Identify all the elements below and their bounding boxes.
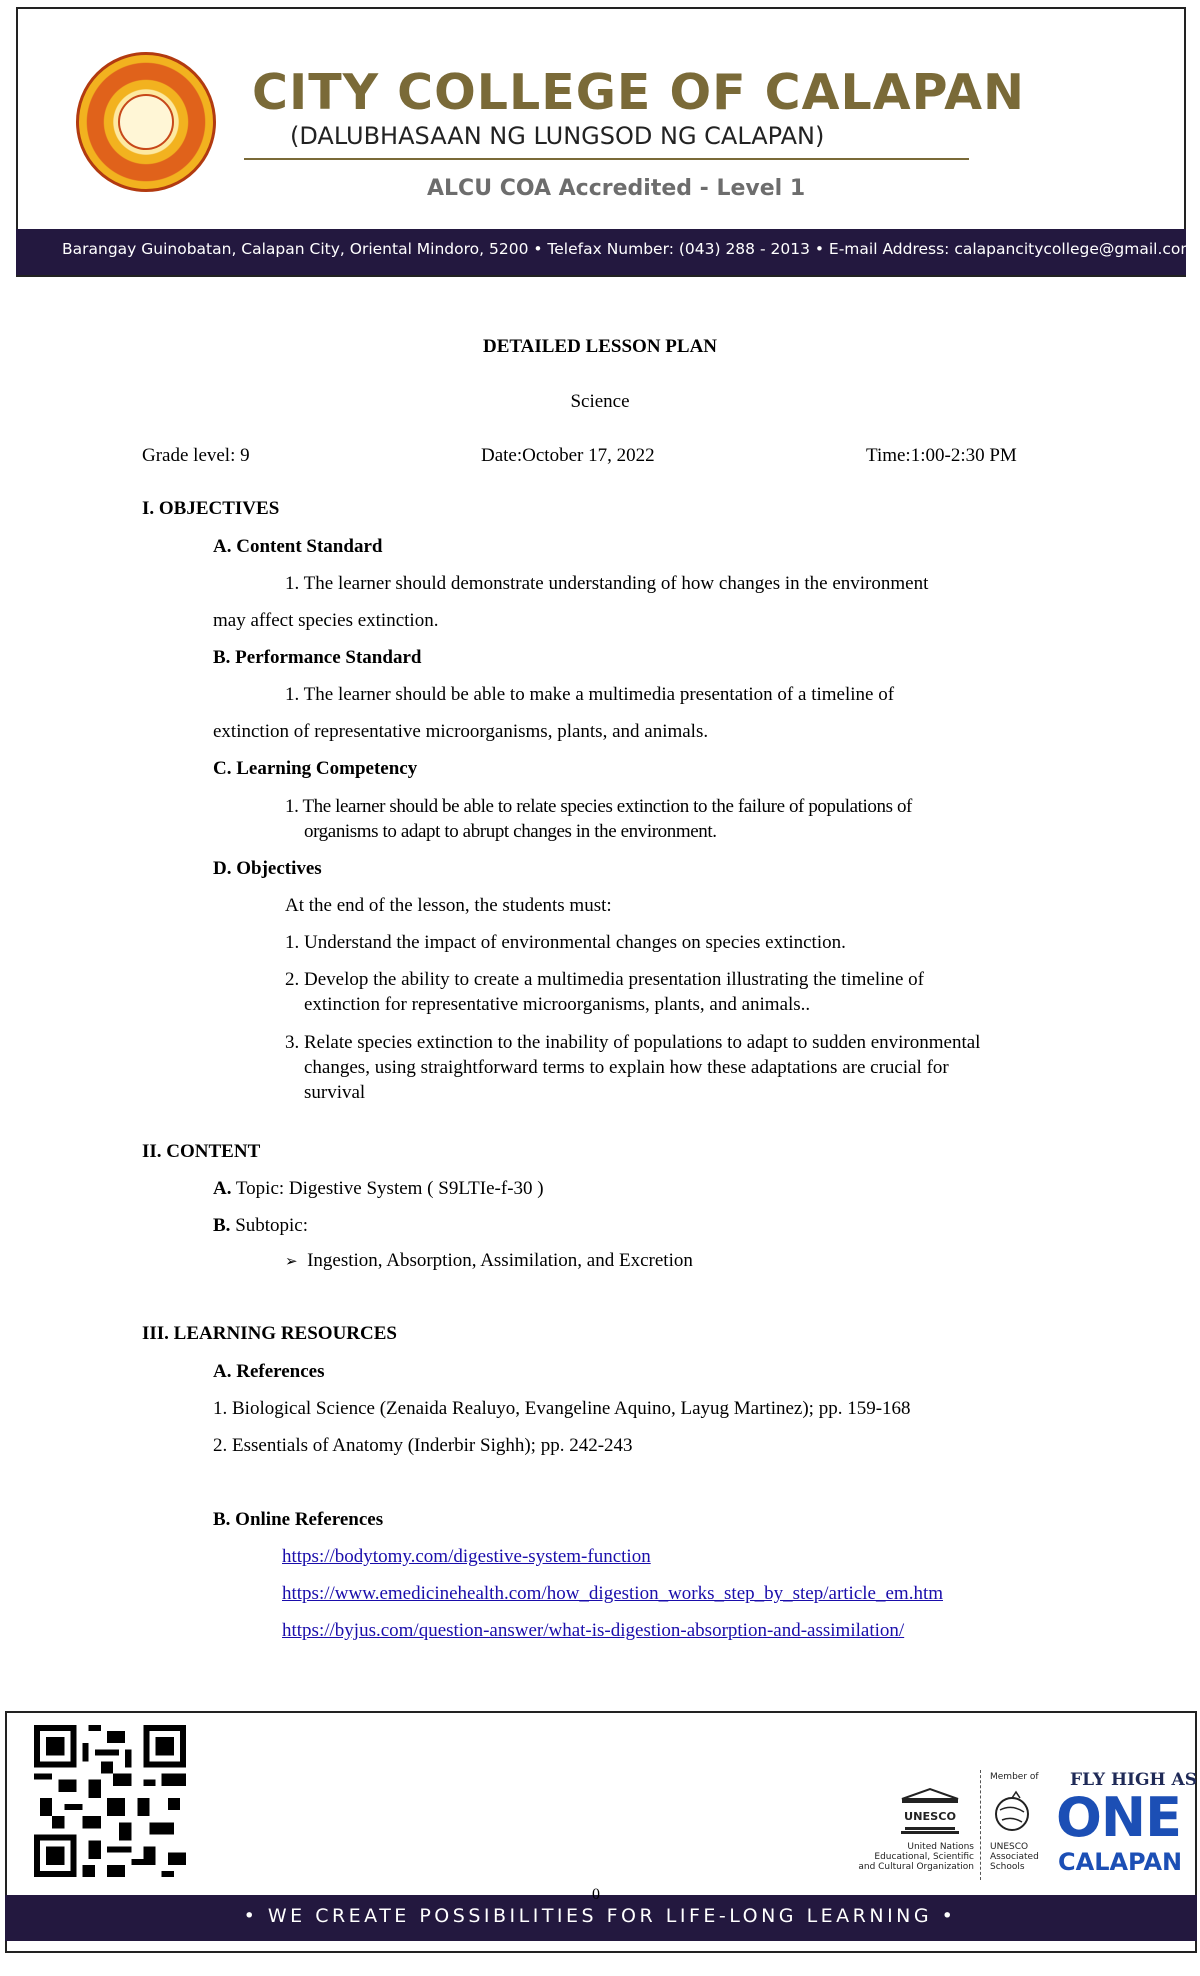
one-calapan-logo: ONE <box>1056 1786 1181 1849</box>
fly-high-text: FLY HIGH AS <box>1070 1770 1197 1790</box>
subtopic-line <box>213 1214 308 1237</box>
qr-code-icon <box>34 1725 186 1877</box>
references-heading: A. References <box>213 1361 325 1382</box>
performance-standard-line: extinction of representative microorganisms, plants, and animals. <box>213 721 709 742</box>
online-reference-link[interactable]: https://bodytomy.com/digestive-system-function <box>282 1546 651 1567</box>
performance-standard-line: 1. The learner should be able to make a multimedia presentation of a timeline of <box>285 684 895 705</box>
member-of-label: Member of <box>990 1772 1039 1782</box>
objectives-subheading: D. Objectives <box>213 858 322 879</box>
objective-item: 2. Develop the ability to create a multimedia presentation illustrating the timeline of <box>285 969 924 990</box>
unesco-schools-globe-icon <box>990 1790 1034 1834</box>
college-subtitle: (DALUBHASAAN NG LUNGSOD NG CALAPAN) <box>290 122 825 150</box>
performance-standard-heading: B. Performance Standard <box>213 647 422 668</box>
header-divider <box>244 158 969 160</box>
content-standard-line: may affect species extinction. <box>213 610 439 631</box>
logo-divider <box>980 1770 981 1880</box>
objective-item: 1. Understand the impact of environmental changes on species extinction. <box>285 932 846 953</box>
unesco-temple-logo <box>898 1787 962 1835</box>
document-title: DETAILED LESSON PLAN <box>482 336 718 357</box>
section-content-heading: II. CONTENT <box>142 1141 261 1162</box>
section-resources-heading: III. LEARNING RESOURCES <box>142 1323 397 1344</box>
page-number: 0 <box>592 1886 600 1903</box>
subtopic-label: B. <box>213 1215 231 1236</box>
online-reference-link[interactable]: https://byjus.com/question-answer/what-is-digestion-absorption-and-assimilation/ <box>282 1620 905 1641</box>
online-references-heading: B. Online References <box>213 1509 384 1530</box>
college-name: CITY COLLEGE OF CALAPAN <box>252 64 1026 121</box>
objective-item-cont: survival <box>304 1082 366 1103</box>
topic-line <box>213 1177 544 1200</box>
accreditation-text: ALCU COA Accredited - Level 1 <box>427 176 806 201</box>
section-objectives-heading: I. OBJECTIVES <box>142 498 280 519</box>
learning-competency-line: 1. The learner should be able to relate species extinction to the failure of populations of <box>285 796 912 817</box>
footer-tagline: • WE CREATE POSSIBILITIES FOR LIFE-LONG LEARNING • <box>243 1905 957 1927</box>
topic-text: Topic: Digestive System ( S9LTIe-f-30 ) <box>231 1178 544 1199</box>
unesco-word: UNESCO <box>904 1810 956 1823</box>
learning-competency-heading: C. Learning Competency <box>213 758 418 779</box>
grade-level: Grade level: 9 <box>142 445 250 466</box>
subject-label: Science <box>570 391 630 412</box>
objective-item-cont: changes, using straightforward terms to explain how these adaptations are crucial for <box>304 1057 949 1078</box>
objectives-intro: At the end of the lesson, the students must: <box>285 895 612 916</box>
associated-schools-text: UNESCO Associated Schools <box>990 1842 1039 1872</box>
online-reference-link[interactable]: https://www.emedicinehealth.com/how_digestion_works_step_by_step/article_em.htm <box>282 1583 944 1604</box>
address-text: Barangay Guinobatan, Calapan City, Oriental Mindoro, 5200 • Telefax Number: (043) 288 - 2013 • E-mail Address: calapancitycollege@gmail.com <box>62 240 1196 258</box>
lesson-date: Date:October 17, 2022 <box>481 445 655 466</box>
college-seal-center <box>118 94 174 150</box>
unesco-org-text: United Nations Educational, Scientific and Cultural Organization <box>858 1842 974 1872</box>
arrow-bullet-icon: ➢ <box>285 1252 298 1270</box>
learning-competency-line: organisms to adapt to abrupt changes in the environment. <box>304 821 717 842</box>
content-standard-line: 1. The learner should demonstrate understanding of how changes in the environment <box>285 573 929 594</box>
calapan-logo-text: CALAPAN <box>1058 1848 1183 1876</box>
subtopic-bullet-text: Ingestion, Absorption, Assimilation, and Excretion <box>307 1250 693 1271</box>
lesson-time: Time:1:00-2:30 PM <box>866 445 1017 466</box>
objective-item-cont: extinction for representative microorganisms, plants, and animals.. <box>304 994 811 1015</box>
subtopic-text: Subtopic: <box>230 1215 309 1236</box>
reference-item: 2. Essentials of Anatomy (Inderbir Sighh); pp. 242-243 <box>213 1435 633 1456</box>
subtopic-bullet-item <box>285 1249 693 1273</box>
objective-item: 3. Relate species extinction to the inability of populations to adapt to sudden environmental <box>285 1032 981 1053</box>
topic-label: A. <box>213 1178 232 1199</box>
content-standard-heading: A. Content Standard <box>213 536 383 557</box>
reference-item: 1. Biological Science (Zenaida Realuyo, Evangeline Aquino, Layug Martinez); pp. 159-168 <box>213 1398 911 1419</box>
